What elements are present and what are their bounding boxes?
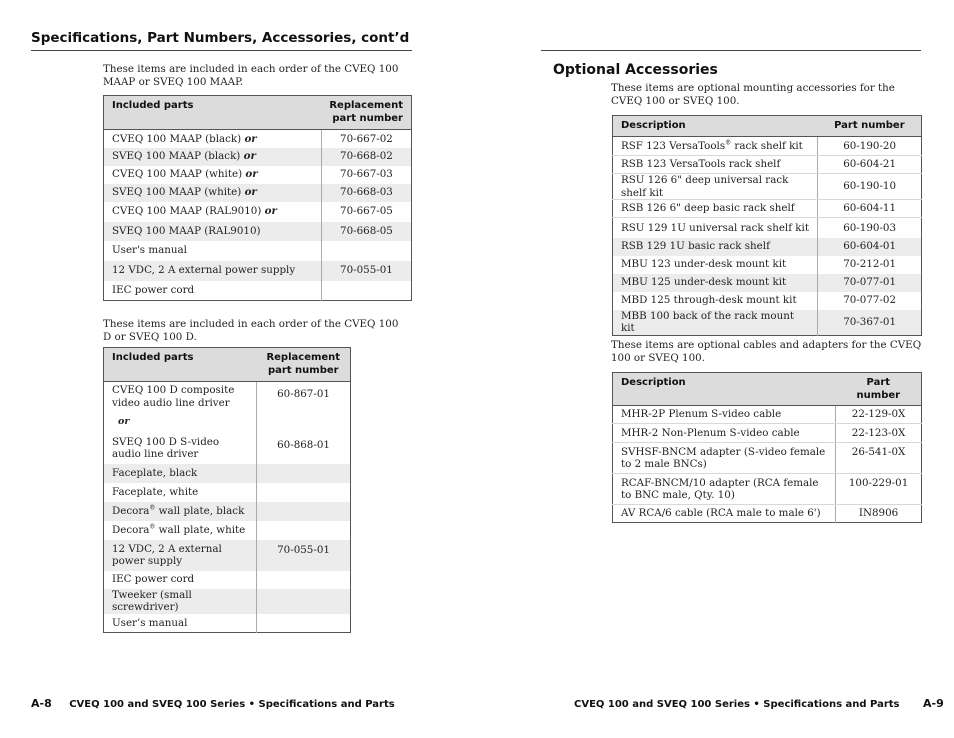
page-number: A-8 — [31, 697, 52, 710]
table-row — [104, 464, 351, 483]
col-header-part-number: Part number — [836, 373, 922, 406]
table-row — [104, 483, 351, 502]
part-desc: User’s manual — [112, 616, 188, 629]
part-desc: CVEQ 100 D composite video audio line driver — [112, 384, 235, 409]
maap-parts-table — [103, 95, 412, 301]
table-row — [613, 174, 922, 200]
table-row — [104, 202, 412, 222]
or-word: or — [244, 132, 257, 145]
part-number: 70-667-02 — [321, 130, 411, 148]
cables-adapters-table — [612, 372, 922, 523]
table-row — [613, 443, 922, 474]
part-number: 100-229-01 — [836, 474, 922, 505]
part-desc: CVEQ 100 MAAP (black) — [112, 132, 242, 145]
col-header-replacement-part: Replacement part number — [321, 96, 411, 130]
part-desc: Tweeker (small screwdriver) — [104, 589, 257, 614]
part-number: 60-604-11 — [818, 200, 922, 218]
part-number: 60-190-20 — [818, 137, 922, 156]
maap-intro: These items are included in each order of the CVEQ 100 MAAP or SVEQ 100 MAAP. — [103, 63, 399, 88]
part-number: 60-604-21 — [818, 156, 922, 174]
table-row — [104, 166, 412, 184]
col-header-replacement-part: Replacement part number — [257, 348, 351, 382]
part-desc: SVEQ 100 MAAP (RAL9010) — [112, 224, 261, 237]
part-desc: Decora® wall plate, white — [112, 523, 246, 536]
d-parts-table — [103, 347, 351, 633]
part-number: 26-541-0X — [836, 443, 922, 474]
accessory-desc: RSU 129 1U universal rack shelf kit — [621, 221, 809, 234]
table-row — [104, 382, 351, 464]
part-desc: Decora® wall plate, black — [104, 502, 257, 521]
table-row — [613, 256, 922, 274]
part-desc: 12 VDC, 2 A external power supply — [104, 540, 257, 571]
page-heading-right: Optional Accessories — [553, 62, 718, 78]
table-row — [104, 261, 412, 281]
accessory-desc: RSU 126 6" deep universal rack shelf kit — [613, 174, 818, 200]
mounting-accessories-table — [612, 115, 922, 336]
part-number: 70-077-02 — [818, 292, 922, 310]
table-row — [613, 474, 922, 505]
or-word: or — [243, 150, 256, 163]
cable-desc: SVHSF-BNCM adapter (S-video female to 2 male BNCs) — [613, 443, 836, 474]
part-desc: 12 VDC, 2 A external power supply — [104, 261, 322, 281]
table-row — [104, 521, 351, 540]
mount-intro: These items are optional mounting accessories for the CVEQ 100 or SVEQ 100. — [611, 82, 895, 107]
cable-intro: These items are optional cables and adapters for the CVEQ 100 or SVEQ 100. — [611, 339, 922, 364]
table-row — [613, 156, 922, 174]
table-row — [104, 281, 412, 301]
heading-rule-right — [541, 50, 921, 51]
part-number: 22-123-0X — [836, 424, 922, 443]
part-number: 22-129-0X — [836, 406, 922, 424]
table-row — [104, 130, 412, 148]
table-row — [613, 200, 922, 218]
footer-title: CVEQ 100 and SVEQ 100 Series • Specifications and Parts — [69, 699, 395, 710]
part-number: 70-055-01 — [321, 261, 411, 281]
part-number: 70-667-03 — [321, 166, 411, 184]
table-row — [613, 424, 922, 443]
col-header-description: Description — [613, 373, 836, 406]
table-row — [104, 540, 351, 571]
table-row — [104, 571, 351, 589]
part-number: 70-668-03 — [321, 184, 411, 202]
part-number: IN8906 — [836, 505, 922, 523]
part-number: 70-667-05 — [321, 202, 411, 222]
table-row — [104, 614, 351, 633]
or-word: or — [264, 205, 277, 218]
page-heading-left: Specifications, Part Numbers, Accessories, cont’d — [31, 30, 410, 46]
table-row — [104, 589, 351, 614]
table-row — [613, 505, 922, 523]
accessory-desc: RSB 123 VersaTools rack shelf — [613, 156, 818, 174]
table-row — [613, 238, 922, 256]
part-desc: IEC power cord — [112, 284, 195, 296]
heading-rule-left — [31, 50, 412, 51]
part-desc: CVEQ 100 MAAP (RAL9010) — [112, 205, 262, 218]
accessory-desc: MBU 125 under-desk mount kit — [613, 274, 818, 292]
col-header-included-parts: Included parts — [104, 96, 322, 130]
page-number: A-9 — [922, 697, 944, 710]
cable-desc: MHR-2P Plenum S-video cable — [613, 406, 836, 424]
part-desc: SVEQ 100 MAAP (black) — [112, 150, 241, 163]
cable-desc: AV RCA/6 cable (RCA male to male 6') — [621, 507, 821, 520]
part-desc: SVEQ 100 D S-video audio line driver — [112, 435, 220, 460]
accessory-desc: MBB 100 back of the rack mount kit — [613, 310, 818, 336]
part-number: 70-055-01 — [257, 540, 351, 571]
table-row — [613, 292, 922, 310]
part-desc: Faceplate, white — [112, 485, 199, 498]
d-intro: These items are included in each order of the CVEQ 100 D or SVEQ 100 D. — [103, 318, 399, 343]
accessory-desc: MBU 123 under-desk mount kit — [621, 258, 787, 271]
or-word: or — [118, 416, 130, 427]
cable-desc: RCAF-BNCM/10 adapter (RCA female to BNC male, Qty. 10) — [613, 474, 836, 505]
part-number: 70-668-02 — [321, 148, 411, 166]
part-number: 60-190-10 — [818, 174, 922, 200]
table-row — [613, 137, 922, 156]
table-row — [104, 148, 412, 166]
col-header-included-parts: Included parts — [104, 348, 257, 382]
accessory-desc: RSB 126 6" deep basic rack shelf — [613, 200, 818, 218]
footer-title: CVEQ 100 and SVEQ 100 Series • Specifications and Parts — [574, 699, 900, 710]
part-desc: IEC power cord — [112, 573, 195, 586]
table-row — [104, 222, 412, 241]
col-header-description: Description — [613, 116, 818, 137]
table-row — [104, 502, 351, 521]
part-number: 60-604-01 — [818, 238, 922, 256]
or-word: or — [244, 186, 257, 199]
accessory-desc: RSF 123 VersaTools® rack shelf kit — [613, 137, 818, 156]
part-number: 70-668-05 — [321, 222, 411, 241]
or-word: or — [245, 168, 258, 181]
part-number — [321, 281, 411, 301]
part-number: 70-077-01 — [818, 274, 922, 292]
part-number: 70-367-01 — [818, 310, 922, 336]
accessory-desc: RSB 129 1U basic rack shelf — [613, 238, 818, 256]
part-number: 60-190-03 — [818, 218, 922, 238]
part-desc: SVEQ 100 MAAP (white) — [112, 186, 242, 199]
table-row — [613, 274, 922, 292]
part-desc: User's manual — [112, 244, 187, 257]
table-row — [613, 218, 922, 238]
cable-desc: MHR-2 Non-Plenum S-video cable — [613, 424, 836, 443]
part-number: 70-212-01 — [818, 256, 922, 274]
part-desc: Faceplate, black — [104, 464, 257, 483]
table-row — [104, 241, 412, 261]
footer-left — [31, 697, 395, 710]
footer-right — [574, 697, 944, 710]
table-row — [613, 310, 922, 336]
part-desc: CVEQ 100 MAAP (white) — [112, 168, 243, 181]
part-number: 60-868-01 — [277, 438, 330, 451]
part-number — [321, 241, 411, 261]
table-row — [613, 406, 922, 424]
col-header-part-number: Part number — [818, 116, 922, 137]
table-row — [104, 184, 412, 202]
part-number: 60-867-01 — [277, 388, 330, 400]
accessory-desc: MBD 125 through-desk mount kit — [621, 294, 797, 307]
